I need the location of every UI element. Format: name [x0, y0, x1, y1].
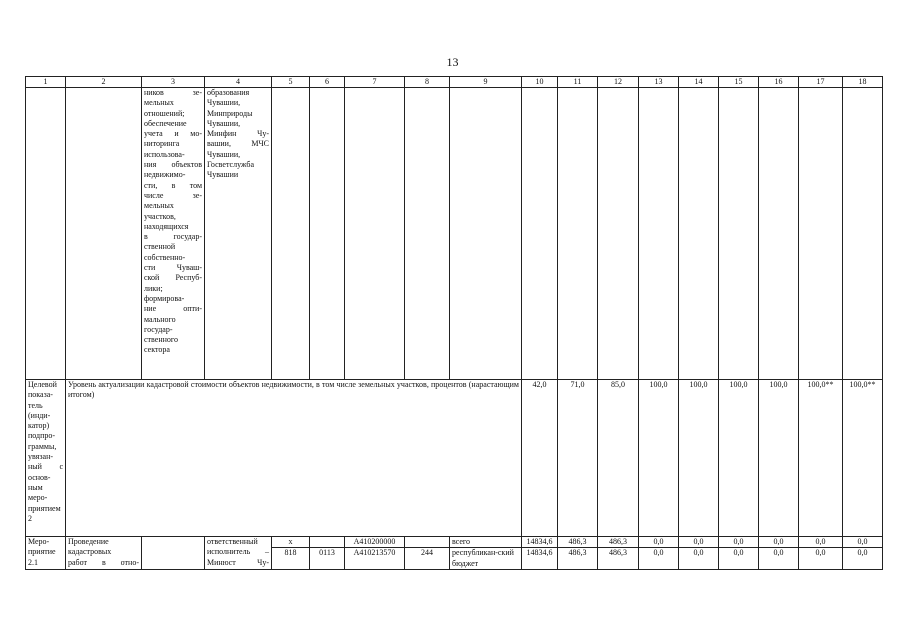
text-line: мельных — [144, 201, 174, 211]
text-line: 2.1 — [28, 557, 38, 567]
column-number-2: 2 — [66, 77, 142, 88]
column-number-4: 4 — [205, 77, 272, 88]
text-line: участков, — [144, 211, 176, 221]
text-line: (инди- — [28, 410, 51, 420]
text-line: ный с — [28, 462, 63, 472]
text-line: тель — [28, 400, 43, 410]
text-line: основ- — [28, 472, 51, 482]
indicator-value: 100,0** — [799, 380, 843, 537]
text-line: числе зе- — [144, 190, 202, 200]
cont-responsible-text — [205, 88, 272, 380]
text-line: находящихся — [144, 221, 189, 231]
indicator-value: 100,0** — [843, 380, 883, 537]
cont-col1 — [26, 88, 66, 380]
text-line: использова- — [144, 149, 185, 159]
activity-row-total — [26, 537, 883, 548]
text-line: показа- — [28, 390, 53, 400]
funding-value: 0,0 — [679, 537, 719, 548]
funding-value: 0,0 — [843, 537, 883, 548]
text-line: учета и мо- — [144, 129, 202, 139]
text-line: Целевой — [28, 380, 57, 389]
text-line: ным — [28, 482, 43, 492]
expense-type-code — [405, 537, 450, 548]
column-number-8: 8 — [405, 77, 450, 88]
column-number-1: 1 — [26, 77, 66, 88]
funding-value: 0,0 — [759, 537, 799, 548]
cont-task-text — [142, 88, 205, 380]
indicator-label — [26, 380, 66, 537]
text-line: недвижимо- — [144, 170, 186, 180]
text-line: Проведение — [68, 537, 109, 546]
text-line: Чувашии, — [207, 118, 241, 128]
funding-value: 14834,6 — [522, 537, 558, 548]
text-line: мального — [144, 314, 176, 324]
text-line: собственно- — [144, 252, 186, 262]
funding-value: 0,0 — [759, 548, 799, 570]
column-number-5: 5 — [272, 77, 310, 88]
text-line: ние опти- — [144, 304, 202, 314]
column-number-16: 16 — [759, 77, 799, 88]
column-number-9: 9 — [450, 77, 522, 88]
column-number-3: 3 — [142, 77, 205, 88]
column-number-15: 15 — [719, 77, 759, 88]
funding-value: 0,0 — [843, 548, 883, 570]
text-line: ственного — [144, 335, 178, 345]
column-number-7: 7 — [345, 77, 405, 88]
text-line: подпро- — [28, 431, 56, 441]
indicator-value: 85,0 — [598, 380, 639, 537]
text-line: отношений; — [144, 108, 185, 118]
text-line: меро- — [28, 493, 48, 503]
column-number-12: 12 — [598, 77, 639, 88]
text-line: Минюст Чу- — [207, 557, 269, 567]
column-number-11: 11 — [558, 77, 598, 88]
text-line: в государ- — [144, 232, 202, 242]
indicator-value: 42,0 — [522, 380, 558, 537]
funding-value: 0,0 — [799, 548, 843, 570]
text-line: приятием 2 — [28, 503, 61, 523]
text-line: увязан- — [28, 452, 54, 462]
section-code: 0113 — [310, 548, 345, 570]
funding-value: 486,3 — [558, 537, 598, 548]
funding-source: всего — [450, 537, 522, 548]
text-line: Меро- — [28, 537, 50, 546]
text-line: приятие — [28, 547, 56, 557]
text-line: ния объектов — [144, 160, 202, 170]
activity-name — [66, 537, 142, 570]
text-line: обеспечение — [144, 118, 187, 128]
column-number-17: 17 — [799, 77, 843, 88]
indicator-value: 100,0 — [679, 380, 719, 537]
text-line: ниторинга — [144, 139, 180, 149]
indicator-row — [26, 380, 883, 537]
text-line: государ- — [144, 324, 173, 334]
text-line: сти, в том — [144, 180, 202, 190]
text-line: исполнитель – — [207, 547, 269, 557]
text-line: катор) — [28, 421, 50, 431]
text-line: Госветслужба — [207, 160, 255, 170]
indicator-value: 100,0 — [719, 380, 759, 537]
funding-value: 0,0 — [799, 537, 843, 548]
indicator-value: 71,0 — [558, 380, 598, 537]
column-number-row — [26, 77, 883, 88]
text-line: Чувашии — [207, 170, 239, 180]
funding-value: 14834,6 — [522, 548, 558, 570]
text-line: кадастровых — [68, 547, 112, 557]
text-line: вашии, МЧС — [207, 139, 269, 149]
funding-value: 0,0 — [639, 548, 679, 570]
funding-value: 0,0 — [639, 537, 679, 548]
text-line: ственной — [144, 242, 176, 252]
continuation-row — [26, 88, 883, 380]
text-line: мельных — [144, 98, 174, 108]
text-line: ответственный — [207, 537, 258, 546]
grbs-code: 818 — [272, 548, 310, 570]
text-line: ников зе- — [144, 88, 202, 97]
program-table — [25, 76, 883, 570]
text-line: формирова- — [144, 293, 185, 303]
column-number-10: 10 — [522, 77, 558, 88]
text-line: сектора — [144, 345, 170, 355]
funding-value: 0,0 — [719, 548, 759, 570]
funding-value: 486,3 — [598, 548, 639, 570]
indicator-description: Уровень актуализации кадастровой стоимости объектов недвижимости, в том числе земельных участков, процентов (нарастающим итогом) — [66, 380, 522, 537]
funding-value: 0,0 — [679, 548, 719, 570]
funding-source: республикан-ский бюджет — [450, 548, 522, 570]
text-line: Минфин Чу- — [207, 129, 269, 139]
funding-value: 486,3 — [598, 537, 639, 548]
expense-type-code: 244 — [405, 548, 450, 570]
funding-value: 486,3 — [558, 548, 598, 570]
text-line: работ в отно- — [68, 557, 139, 567]
text-line: Чувашии, — [207, 149, 241, 159]
text-line: Чувашии, — [207, 98, 241, 108]
cont-col2 — [66, 88, 142, 380]
text-line: сти Чуваш- — [144, 263, 202, 273]
target-article-code: А410213570 — [345, 548, 405, 570]
activity-label — [26, 537, 66, 570]
text-line: Минприроды — [207, 108, 253, 118]
column-number-18: 18 — [843, 77, 883, 88]
activity-responsible — [205, 537, 272, 570]
column-number-13: 13 — [639, 77, 679, 88]
indicator-value: 100,0 — [759, 380, 799, 537]
text-line: граммы, — [28, 441, 57, 451]
funding-value: 0,0 — [719, 537, 759, 548]
text-line: образования — [207, 88, 250, 97]
page-number: 13 — [446, 55, 459, 69]
text-line: лики; — [144, 283, 163, 293]
target-article-code: А410200000 — [345, 537, 405, 548]
text-line: ской Респуб- — [144, 273, 202, 283]
indicator-value: 100,0 — [639, 380, 679, 537]
grbs-code: x — [272, 537, 310, 548]
section-code — [310, 537, 345, 548]
column-number-6: 6 — [310, 77, 345, 88]
column-number-14: 14 — [679, 77, 719, 88]
